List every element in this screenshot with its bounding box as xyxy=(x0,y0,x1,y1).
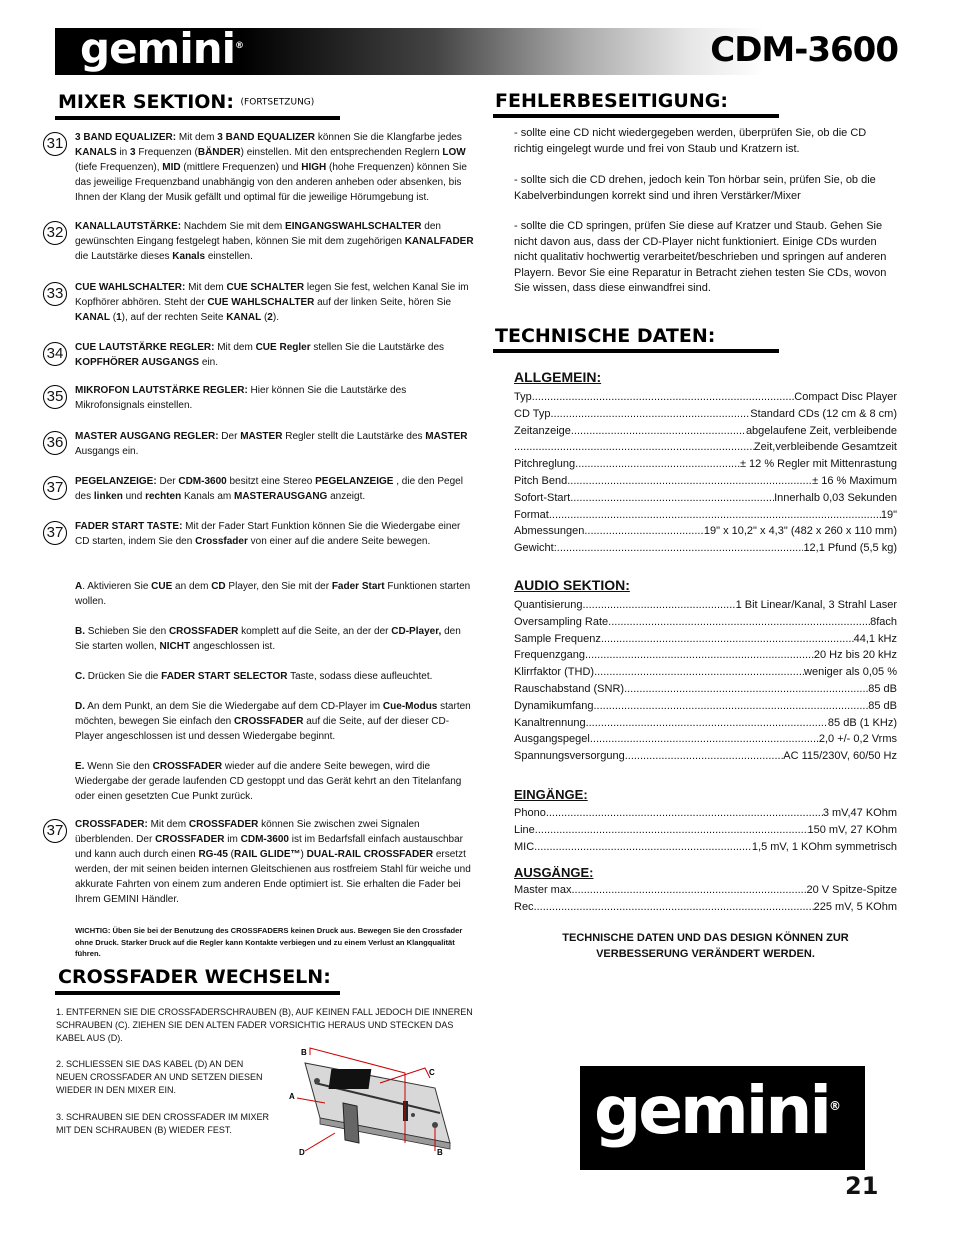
allgemein-spec-row xyxy=(514,507,897,524)
spec-label: Dynamikumfang xyxy=(514,699,594,712)
spec-value: 85 dB xyxy=(868,682,897,695)
mixer-item-text: KANALLAUTSTÄRKE: Nachdem Sie mit dem EINGANGSWAHLSCHALTER den gewünschten Eingang festgelegt haben, können Sie mit dem zugehörigen KANALFADER die Lautstärke dieses Kanals einstellen. xyxy=(75,221,474,262)
spec-value: Innerhalb 0,03 Sekunden xyxy=(774,491,897,504)
mixer-item-text: CUE WAHLSCHALTER: Mit dem CUE SCHALTER legen Sie fest, welchen Kanal Sie im Kopfhörer abhören. Steht der CUE WAHLSCHALTER auf der linken Seite, hören Sie KANAL (1), auf der rechten Seite KANAL (2). xyxy=(75,282,469,323)
spec-value: 150 mV, 27 KOhm xyxy=(807,823,897,836)
eingaenge-spec-row xyxy=(514,839,897,856)
allgemein-spec-list xyxy=(514,389,897,557)
allgemein-spec-row xyxy=(514,490,897,507)
spec-label: Phono xyxy=(514,807,546,819)
fehler-para-2: - sollte sich die CD drehen, jedoch kein Ton hörbar sein, prüfen Sie, ob die Kabelverbindungen korrekt sind und ihren Verstärker/Mixer xyxy=(514,174,876,202)
mixer-item-text: FADER START TASTE: Mit der Fader Start Funktion können Sie die Wiedergabe einer CD starten, indem Sie den Crossfader von einer auf die andere Seite bewegen. xyxy=(75,521,461,547)
spec-label: CD Typ xyxy=(514,407,551,420)
mixer-title-rule xyxy=(55,116,340,120)
fehler-section-title: FEHLERBESEITIGUNG: xyxy=(495,90,728,112)
spec-value: 19" x 10,2" x 4,3" (482 x 260 x 110 mm) xyxy=(703,525,897,538)
diagram-label-a: A xyxy=(289,1092,295,1101)
spec-value: 1 Bit Linear/Kanal, 3 Strahl Laser xyxy=(735,599,897,611)
audio-spec-row xyxy=(514,681,897,698)
audio-spec-row xyxy=(514,631,897,648)
audio-spec-row xyxy=(514,748,897,765)
allgemein-spec-row xyxy=(514,456,897,473)
eingaenge-spec-row xyxy=(514,822,897,839)
spec-label: Rec xyxy=(514,900,534,913)
spec-leader-dots xyxy=(584,523,704,540)
spec-value: 44,1 kHz xyxy=(853,632,897,645)
allgemein-spec-row xyxy=(514,423,897,440)
spec-leader-dots xyxy=(557,540,804,557)
spec-value: Compact Disc Player xyxy=(794,391,897,403)
item-number-badge: 37 xyxy=(43,476,67,500)
spec-leader-dots xyxy=(546,805,823,822)
spec-leader-dots xyxy=(570,490,774,507)
spec-label: Spannungsversorgung xyxy=(514,750,625,763)
spec-label: Master max xyxy=(514,884,572,896)
spec-value: 3 mV,47 KOhm xyxy=(822,807,897,819)
spec-leader-dots xyxy=(571,423,746,440)
spec-leader-dots xyxy=(593,698,868,715)
mixer-item-text: B. Schieben Sie den CROSSFADER komplett auf die Seite, an der der CD-Player, den Sie starten wollen, NICHT angeschlossen ist. xyxy=(75,626,461,652)
tech-disclaimer: TECHNISCHE DATEN UND DAS DESIGN KÖNNEN ZUR VERBESSERUNG VERÄNDERT WERDEN. xyxy=(562,932,849,960)
ausgaenge-spec-row xyxy=(514,882,897,899)
item-number-badge: 37 xyxy=(43,819,67,843)
spec-label: Pitchreglung xyxy=(514,458,576,471)
item-number-badge: 36 xyxy=(43,431,67,455)
spec-label: Sofort-Start xyxy=(514,491,571,504)
spec-label: Line xyxy=(514,823,535,836)
spec-leader-dots xyxy=(585,647,814,664)
spec-leader-dots xyxy=(625,748,784,765)
mixer-section-title: MIXER SEKTION: (FORTSETZUNG) xyxy=(58,91,315,113)
audio-spec-row xyxy=(514,731,897,748)
mixer-item-text: PEGELANZEIGE: Der CDM-3600 besitzt eine Stereo PEGELANZEIGE , die den Pegel des linken und rechten Kanals am MASTERAUSGANG anzeigt. xyxy=(75,476,463,502)
fehler-para-1: - sollte eine CD nicht wiedergegeben werden, überprüfen Sie, ob die CD richtig eingelegt wurde und frei von Staub und Kratzern ist. xyxy=(514,127,867,155)
spec-leader-dots xyxy=(514,439,754,456)
spec-leader-dots xyxy=(550,406,750,423)
spec-label: Rauschabstand (SNR) xyxy=(514,682,625,695)
allgemein-spec-row xyxy=(514,389,897,406)
crossfader-step-2: 2. SCHLIESSEN SIE DAS KABEL (D) AN DEN NEUEN CROSSFADER AN UND SETZEN DIESEN WIEDER IN DEN MIXER EIN. xyxy=(56,1059,263,1095)
ausgaenge-spec-row xyxy=(514,899,897,916)
item-number-badge: 31 xyxy=(43,132,67,156)
allgemein-spec-row xyxy=(514,473,897,490)
spec-leader-dots xyxy=(601,631,854,648)
spec-value: 85 dB (1 KHz) xyxy=(827,716,897,729)
mixer-item-text: 3 BAND EQUALIZER: Mit dem 3 BAND EQUALIZER können Sie die Klangfarbe jedes KANALS in 3 Frequenzen (BÄNDER) einstellen. Mit den entsprechenden Reglern LOW (tiefe Frequenzen), MID (mittlere Frequenzen) und HIGH (hohe Frequenzen) können Sie das jeweilige Frequenzband unabhängig von den anderen anheben oder absenken, bis Ihnen der Klang der Musik gefällt und optimal für die jeweilige Hörumgebung ist. xyxy=(75,132,467,203)
item-number-badge: 33 xyxy=(43,282,67,306)
audio-spec-row xyxy=(514,614,897,631)
spec-label: Sample Frequenz xyxy=(514,632,601,645)
tech-section-title: TECHNISCHE DATEN: xyxy=(495,325,716,347)
spec-value: 1,5 mV, 1 KOhm symmetrisch xyxy=(751,840,897,853)
spec-value: Standard CDs (12 cm & 8 cm) xyxy=(750,407,897,420)
page-title: CDM-3600 xyxy=(710,30,898,70)
spec-value: 225 mV, 5 KOhm xyxy=(813,900,897,913)
allgemein-spec-row xyxy=(514,406,897,423)
item-number-badge: 32 xyxy=(43,221,67,245)
spec-leader-dots xyxy=(624,681,868,698)
spec-label: Kanaltrennung xyxy=(514,716,586,729)
item-number-badge: 37 xyxy=(43,521,67,545)
footer-logo: gemini® xyxy=(594,1072,842,1149)
spec-label: Zeitanzeige xyxy=(514,424,571,437)
item-number-badge: 34 xyxy=(43,342,67,366)
spec-label: Ausgangspegel xyxy=(514,733,590,746)
audio-spec-row xyxy=(514,664,897,681)
mixer-item-text: E. Wenn Sie den CROSSFADER wieder auf die andere Seite bewegen, wird die Wiedergabe der gerade laufenden CD gestoppt und das Gerät kehrt an den Titelanfang oder einen gesetzten Cue Punkt zurück. xyxy=(75,761,462,802)
spec-leader-dots xyxy=(535,822,808,839)
spec-value: 20 V Spitze-Spitze xyxy=(806,884,897,896)
spec-value: 12,1 Pfund (5,5 kg) xyxy=(803,542,897,555)
mixer-item-text: D. An dem Punkt, an dem Sie die Wiedergabe auf dem CD-Player im Cue-Modus starten möchten, bewegen Sie einfach den CROSSFADER auf die Seite, auf der dieser CD-Player angeschlossen ist und dessen Wiedergabe beginnt. xyxy=(75,701,471,742)
spec-value: 20 Hz bis 20 kHz xyxy=(813,649,897,662)
audio-spec-row xyxy=(514,698,897,715)
spec-value: ± 12 % Regler mit Mittenrastung xyxy=(739,458,897,471)
fehler-para-3: - sollte die CD springen, prüfen Sie diese auf Kratzer und Staub. Gehen Sie nicht davon aus, dass der CD-Player nicht funktioniert. Einige CDs wurden nicht qualitativ hochwertig verarbeitet/beschrieben und springen auf anderen Playern. Bevor Sie eine Reparatur in Betracht ziehen testen Sie CDs, wovon Sie wissen, dass diese einwandfrei sind. xyxy=(514,220,887,295)
spec-value: 2,0 +/- 0,2 Vrms xyxy=(818,733,897,746)
mixer-item-text: MASTER AUSGANG REGLER: Der MASTER Regler stellt die Lautstärke des MASTER Ausgangs ein. xyxy=(75,431,468,457)
crossfader-title-rule xyxy=(55,991,340,995)
header-logo: gemini® xyxy=(80,24,244,73)
crossfader-section-title: CROSSFADER WECHSELN: xyxy=(58,966,331,988)
spec-label: Frequenzgang xyxy=(514,649,585,662)
spec-label: Typ xyxy=(514,391,532,403)
spec-label: Gewicht: xyxy=(514,542,557,555)
warning-note: WICHTIG: Üben Sie bei der Benutzung des CROSSFADERS keinen Druck aus. Bewegen Sie den Crossfader ohne Druck. Starker Druck auf die Regler kann Kontakte verbiegen und zu einem Verlust an Klangqualität führen. xyxy=(75,926,463,958)
item-number-badge: 35 xyxy=(43,385,67,409)
diagram-label-b-top: B xyxy=(301,1048,307,1057)
crossfader-step-3: 3. SCHRAUBEN SIE DEN CROSSFADER IM MIXER MIT DEN SCHRAUBEN (B) WIEDER FEST. xyxy=(56,1112,270,1135)
spec-leader-dots xyxy=(534,839,752,856)
spec-leader-dots xyxy=(532,389,795,406)
spec-leader-dots xyxy=(583,597,736,614)
spec-leader-dots xyxy=(586,715,828,732)
spec-value: abgelaufene Zeit, verbleibende xyxy=(745,424,897,437)
spec-label: Klirrfaktor (THD) xyxy=(514,666,595,679)
spec-label: Format xyxy=(514,508,549,521)
spec-leader-dots xyxy=(534,899,814,916)
mixer-item-text: C. Drücken Sie die FADER START SELECTOR Taste, sodass diese aufleuchtet. xyxy=(75,671,433,682)
spec-label: Pitch Bend xyxy=(514,474,568,487)
audio-heading: AUDIO SEKTION: xyxy=(514,577,630,593)
diagram-label-d: D xyxy=(299,1148,305,1157)
spec-value: Zeit,verbleibende Gesamtzeit xyxy=(753,441,897,454)
audio-spec-list xyxy=(514,597,897,765)
spec-value: weniger als 0,05 % xyxy=(804,666,897,679)
ausgaenge-spec-list xyxy=(514,882,897,916)
allgemein-spec-row xyxy=(514,523,897,540)
spec-leader-dots xyxy=(549,507,881,524)
audio-spec-row xyxy=(514,597,897,614)
spec-value: AC 115/230V, 60/50 Hz xyxy=(783,750,897,763)
audio-spec-row xyxy=(514,715,897,732)
page-number: 21 xyxy=(845,1172,879,1200)
spec-label: Abmessungen xyxy=(514,525,585,538)
diagram-label-b-bottom: B xyxy=(437,1148,443,1157)
spec-label: MIC xyxy=(514,840,535,853)
spec-leader-dots xyxy=(575,456,740,473)
mixer-item-text: CROSSFADER: Mit dem CROSSFADER können Sie zwischen zwei Signalen überblenden. Der CROSSFADER im CDM-3600 ist im Bedarfsfall einfach austauschbar und kann auch durch einen RG-45 (RAIL GLIDE™) DUAL-RAIL CROSSFADER ersetzt werden, der mit seinen beiden internen Gleitschienen aus rostfreiem Stahl für weiche und akkurate Fahrten von einem zum anderen Ende optimiert ist. Sie erhalten die Fader bei Ihrem GEMINI Händler. xyxy=(75,819,471,905)
fehler-title-rule xyxy=(493,114,779,118)
spec-value: 8fach xyxy=(870,615,897,628)
mixer-item-text: A. Aktivieren Sie CUE an dem CD Player, den Sie mit der Fader Start Funktionen starten wollen. xyxy=(75,581,471,607)
spec-leader-dots xyxy=(608,614,870,631)
eingaenge-spec-row xyxy=(514,805,897,822)
mixer-item-text: MIKROFON LAUTSTÄRKE REGLER: Hier können Sie die Lautstärke des Mikrofonsignals einstellen. xyxy=(75,385,407,411)
spec-value: 85 dB xyxy=(868,699,897,712)
footer-logo-box xyxy=(580,1066,865,1170)
crossfader-diagram xyxy=(285,1043,465,1163)
spec-label: Oversampling Rate xyxy=(514,615,609,628)
spec-leader-dots xyxy=(590,731,819,748)
spec-leader-dots xyxy=(567,473,812,490)
spec-label: Quantisierung xyxy=(514,599,583,611)
spec-leader-dots xyxy=(594,664,804,681)
allgemein-spec-row xyxy=(514,439,897,456)
allgemein-heading: ALLGEMEIN: xyxy=(514,369,602,385)
mixer-item-text: CUE LAUTSTÄRKE REGLER: Mit dem CUE Regler stellen Sie die Lautstärke des KOPFHÖRER AUSGANGS ein. xyxy=(75,342,445,368)
spec-leader-dots xyxy=(571,882,806,899)
eingaenge-heading: EINGÄNGE: xyxy=(514,787,588,802)
tech-title-rule xyxy=(493,349,779,353)
eingaenge-spec-list xyxy=(514,805,897,855)
ausgaenge-heading: AUSGÄNGE: xyxy=(514,865,594,880)
crossfader-step-1: 1. ENTFERNEN SIE DIE CROSSFADERSCHRAUBEN (B), AUF KEINEN FALL JEDOCH DIE INNEREN SCHRAUBEN (C). ZIEHEN SIE DEN ALTEN FADER VORSICHTIG HERAUS UND STECKEN DAS KABEL AUS (D). xyxy=(56,1007,473,1043)
allgemein-spec-row xyxy=(514,540,897,557)
audio-spec-row xyxy=(514,647,897,664)
spec-value: 19" xyxy=(880,508,897,521)
diagram-label-c: C xyxy=(429,1068,435,1077)
spec-value: ± 16 % Maximum xyxy=(812,474,897,487)
